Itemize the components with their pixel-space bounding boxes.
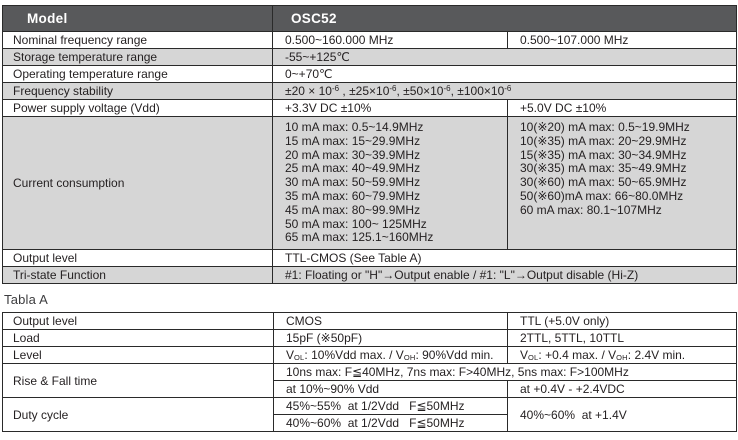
current-consumption-50v-list	[508, 117, 737, 250]
table-a-load-label: Load	[3, 330, 274, 347]
current-consumption-label: Current consumption	[3, 117, 273, 250]
consumption-line: 30(※60) mA max: 50~65.9MHz	[520, 175, 687, 190]
consumption-line: 50 mA max: 100~ 125MHz	[285, 216, 427, 231]
consumption-line: 45 mA max: 80~99.9MHz	[285, 202, 421, 217]
table-a-rise-fall-ttl-value: at +0.4V - +2.4VDC	[508, 381, 737, 398]
row-power-supply	[3, 100, 737, 117]
row-nominal-frequency	[3, 32, 737, 49]
table-a-rise-fall-condition: 10ns max: F≦40MHz, 7ns max: F>40MHz, 5ns max: F>100MHz	[274, 364, 737, 381]
level-sub: OH	[616, 353, 628, 363]
table-a-level-cmos-value	[274, 347, 508, 364]
consumption-line: 65 mA max: 125.1~160MHz	[285, 230, 434, 245]
frequency-stability-value	[273, 83, 737, 100]
table-a-level-ttl-value	[508, 347, 737, 364]
output-level-value: TTL-CMOS (See Table A)	[273, 250, 737, 267]
level-seg: : 2.4V min.	[627, 348, 686, 363]
product-name-cell: OSC52	[273, 6, 737, 32]
nominal-frequency-50v-value: 0.500~107.000 MHz	[508, 32, 737, 49]
header-row	[3, 6, 737, 32]
stability-seg: ±20 × 10	[285, 84, 332, 98]
storage-temperature-label: Storage temperature range	[3, 49, 273, 66]
current-consumption-33v-list	[273, 117, 508, 250]
power-supply-50v-value: +5.0V DC ±10%	[508, 100, 737, 117]
consumption-line: 30 mA max: 50~59.9MHz	[285, 175, 421, 190]
stability-exp: -6	[443, 84, 451, 93]
power-supply-33v-value: +3.3V DC ±10%	[273, 100, 508, 117]
level-seg: V	[286, 348, 295, 363]
stability-exp: -6	[331, 84, 340, 93]
row-current-consumption	[3, 117, 737, 250]
consumption-line: 15 mA max: 15~29.9MHz	[285, 133, 421, 148]
table-a-load-cmos-value: 15pF (※50pF)	[274, 330, 508, 347]
table-a-duty-cmos-value-2: 40%~60% at 1/2Vdd F≦50MHz	[274, 415, 508, 432]
consumption-line: 60 mA max: 80.1~107MHz	[520, 202, 662, 217]
table-a-row-rise-fall-1	[3, 364, 737, 381]
consumption-line: 35 mA max: 60~79.9MHz	[285, 188, 421, 203]
model-header-cell: Model	[3, 6, 273, 32]
stability-seg: , ±25×10	[339, 84, 390, 98]
storage-temperature-value: -55~+125℃	[273, 49, 737, 66]
consumption-line: 10(※35) mA max: 20~29.9MHz	[520, 133, 687, 148]
tristate-function-label: Tri-state Function	[3, 267, 273, 284]
table-a-level-label: Level	[3, 347, 274, 364]
level-seg: : +0.4 max. / V	[538, 348, 617, 363]
table-a-caption: Tabla A	[4, 292, 49, 308]
table-a-duty-ttl-value: 40%~60% at +1.4V	[508, 398, 737, 432]
frequency-stability-label: Frequency stability	[3, 83, 273, 100]
operating-temperature-label: Operating temperature range	[3, 66, 273, 83]
table-a-output-cmos-value: CMOS	[274, 313, 508, 330]
table-a-rise-fall-cmos-value: at 10%~90% Vdd	[274, 381, 508, 398]
consumption-line: 10 mA max: 0.5~14.9MHz	[285, 120, 424, 134]
level-sub: OH	[403, 353, 416, 363]
level-seg: : 10%Vdd max. / V	[304, 348, 404, 363]
consumption-line: 50(※60)mA max: 66~80.0MHz	[520, 188, 684, 203]
table-a-duty-cycle-label: Duty cycle	[3, 398, 274, 432]
table-a-output-ttl-value: TTL (+5.0V only)	[508, 313, 737, 330]
power-supply-label: Power supply voltage (Vdd)	[3, 100, 273, 117]
consumption-line: 25 mA max: 40~49.9MHz	[285, 161, 421, 176]
stability-seg: , ±100×10	[450, 84, 505, 98]
consumption-line: 10(※20) mA max: 0.5~19.9MHz	[520, 120, 690, 134]
consumption-line: 30(※35) mA max: 35~49.9MHz	[520, 161, 687, 176]
nominal-frequency-33v-value: 0.500~160.000 MHz	[273, 32, 508, 49]
table-a-duty-cmos-value-1: 45%~55% at 1/2Vdd F≦50MHz	[274, 398, 508, 415]
row-storage-temperature	[3, 49, 737, 66]
row-frequency-stability	[3, 83, 737, 100]
level-seg: : 90%Vdd min.	[415, 348, 494, 363]
stability-exp: -6	[504, 84, 512, 93]
stability-exp: -6	[389, 84, 397, 93]
main-spec-table	[2, 5, 737, 284]
output-level-label: Output level	[3, 250, 273, 267]
table-a-row-load	[3, 330, 737, 347]
consumption-line: 15(※35) mA max: 30~34.9MHz	[520, 147, 687, 162]
row-operating-temperature	[3, 66, 737, 83]
level-sub: OL	[294, 353, 305, 363]
table-a-row-duty-1	[3, 398, 737, 415]
row-output-level	[3, 250, 737, 267]
level-seg: V	[520, 348, 529, 363]
nominal-frequency-label: Nominal frequency range	[3, 32, 273, 49]
table-a-rise-fall-label: Rise & Fall time	[3, 364, 274, 398]
consumption-line: 20 mA max: 30~39.9MHz	[285, 147, 421, 162]
level-sub: OL	[528, 353, 539, 363]
row-tristate-function	[3, 267, 737, 284]
table-a-output-level-label: Output level	[3, 313, 274, 330]
table-a-row-level	[3, 347, 737, 364]
stability-seg: , ±50×10	[396, 84, 444, 98]
table-a	[2, 312, 737, 432]
table-a-load-ttl-value: 2TTL, 5TTL, 10TTL	[508, 330, 737, 347]
operating-temperature-value: 0~+70℃	[273, 66, 737, 83]
tristate-function-value: #1: Floating or "H"→Output enable / #1: "L"→Output disable (Hi-Z)	[273, 267, 737, 284]
table-a-row-output-level	[3, 313, 737, 330]
